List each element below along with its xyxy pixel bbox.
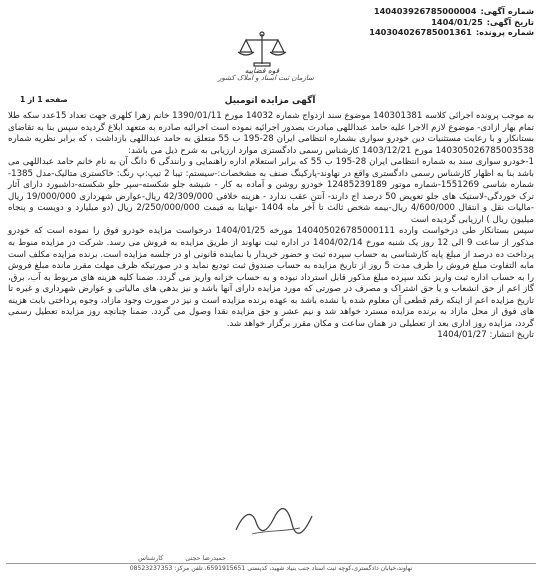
ad-meta	[334, 6, 534, 38]
footer-divider	[6, 563, 536, 564]
ad-date-row	[334, 17, 534, 28]
ad-number: 140403926785000004	[373, 6, 477, 16]
judiciary-emblem-icon	[234, 30, 290, 70]
ad-number-row	[334, 6, 534, 17]
case-number: 140304026785001361	[369, 27, 472, 38]
signer-block	[138, 554, 226, 562]
footer-address: نهاوند،خیابان دادگستری،کوچه ثبت اسناد جنب بنیاد شهید، کدپستی 6591915651، تلفن مرکز: 08523237353	[129, 565, 413, 572]
notice-body	[8, 111, 534, 342]
paragraph-intro: به موجب پرونده اجرائی کلاسه 140301381 موضوع سند ازدواج شماره 14032 مورخ 1390/01/11 خانم زهرا کلهری جهت تعداد 15عدد سکه طلا تمام بهار ازادی- موضوع لازم الاجرا علیه حامد عبداللهی مبادرت بصدور اجرائیه نموده است اجرائیه صادره به متعهد ابلاغ گردیده سپس بنا به تقاضای بستانکار و با رعایت مستثنیات دین خودرو سواری بشماره انتظامی ایران 28-195 ب 55 متعلق به حامد عبداللهی بازداشت ، که برابر نظریه شماره 140305026785003538 مورخ 1403/12/21 کارشناس رسمی دادگستری موارد ارزیابی به شرح ذیل می باشد:	[8, 111, 535, 156]
page-indicator: صفحه 1 از 1	[20, 95, 68, 104]
document-title: آگهی مزایده اتومبیل	[224, 96, 316, 106]
signer-role: کارشناس	[138, 554, 164, 562]
org-subtitle: سازمان ثبت اسناد و املاک کشور	[218, 74, 314, 82]
org-name: قوه قضاییه	[244, 66, 280, 75]
case-number-row	[334, 27, 534, 38]
paragraph-vehicle-details: 1-خودرو سواری سند به شماره انتظامی ایران 28-195 ب 55 که برابر استعلام اداره راهنمایی و رانندگی 6 دانگ آن به نام خانم حامد عبداللهی می باشد بنا به اظهار کارشناس رسمی دادگستری واقع در نهاوند-پارکینگ صنف به مشخصات:-سیستم: تیبا 2 تیپ:پ رنگ: خاکستری متالیک-مدل 1385-شماره شاسی 1551269-شماره موتور 12485239189 خودرو روشن و آماده به کار - شیشه جلو شکسته-سپر جلو شکسته-داشبورد دارای آثار ترک خوردگی-لاستیک های جلو تعویض 50 درصد اج دارند- آنتن عقب ندارد - هزینه خلافی 42/309/000 ریال-عوارض شهرداری 19/000/000 ریال -مالیات نقل و انتقال 4/600/000 ریال-بیمه شخص ثالث تا آخر ماه 1404 -نهایتا به قیمت 2/250/000/000 ریال (دو میلیارد و دویست و پنجاه میلیون ریال ) ارزیابی گردیده است	[8, 157, 535, 225]
ad-date: 1404/01/25	[431, 16, 483, 27]
ad-number-label: شماره آگهی:	[480, 6, 534, 16]
ad-date-label: تاریخ آگهی:	[486, 16, 534, 27]
signer-name: حمیدرضا حجتی	[185, 554, 226, 562]
case-number-label: شماره پرونده:	[475, 27, 534, 38]
publication-date: تاریخ انتشار: 1404/01/27	[437, 330, 534, 341]
paragraph-auction-terms: سپس بستانکار طی درخواست وارده 140405026785000111 مورخه 1404/01/25 درخواست مزایده خودرو فوق را نموده است که خودرو مذکور از ساعت 9 الی 12 روز یک شنبه مورخ 1404/02/14 در اداره ثبت نهاوند از طریق مزایده به فروش می رسد. شرکت در مزایده منوط به پرداخت ده درصد از مبلغ پایه کارشناسی به حساب سپرده ثبت و حضور خریدار یا نماینده قانونی او در جلسه مزایده است. برنده مزایده مکلف است مابه التفاوت مبلغ فروش را ظرف مدت 5 روز از تاریخ مزایده به حساب صندوق ثبت تودیع نماید و در صورتیکه ظرف مهلت مقرر مانده مبلغ فروش را به حساب اداره ثبت واریز نکند سپرده مبلغ مذکور قابل استرداد نبوده و به حساب خزانه واریز می گردد. ضمنا کلیه هزینه های مربوط به آب، برق، گاز اعم از حق انشعاب و یا حق اشتراک و مصرف در صورتی که مورد مزایده دارای آنها باشد و نیز بدهی های مالیاتی و عوارض شهرداری و غیره تا تاریخ مزایده اعم از اینکه رقم قطعی آن معلوم شده یا نشده باشد به عهده برنده مزایده است و نیز در صورت وجود مازاد، وجوه پرداختی بابت هزینه های فوق از محل مازاد به برنده مزایده مسترد خواهد شد و نیم عشر و حق مزایده نقدا وصول می گردد. ضمنا چنانچه روز مزایده تعطیل رسمی گردد، مزایده روز اداری بعد از تعطیلی در همان ساعت و مکان مقرر برگزار خواهد شد.	[8, 226, 534, 329]
signature-image	[222, 500, 322, 544]
